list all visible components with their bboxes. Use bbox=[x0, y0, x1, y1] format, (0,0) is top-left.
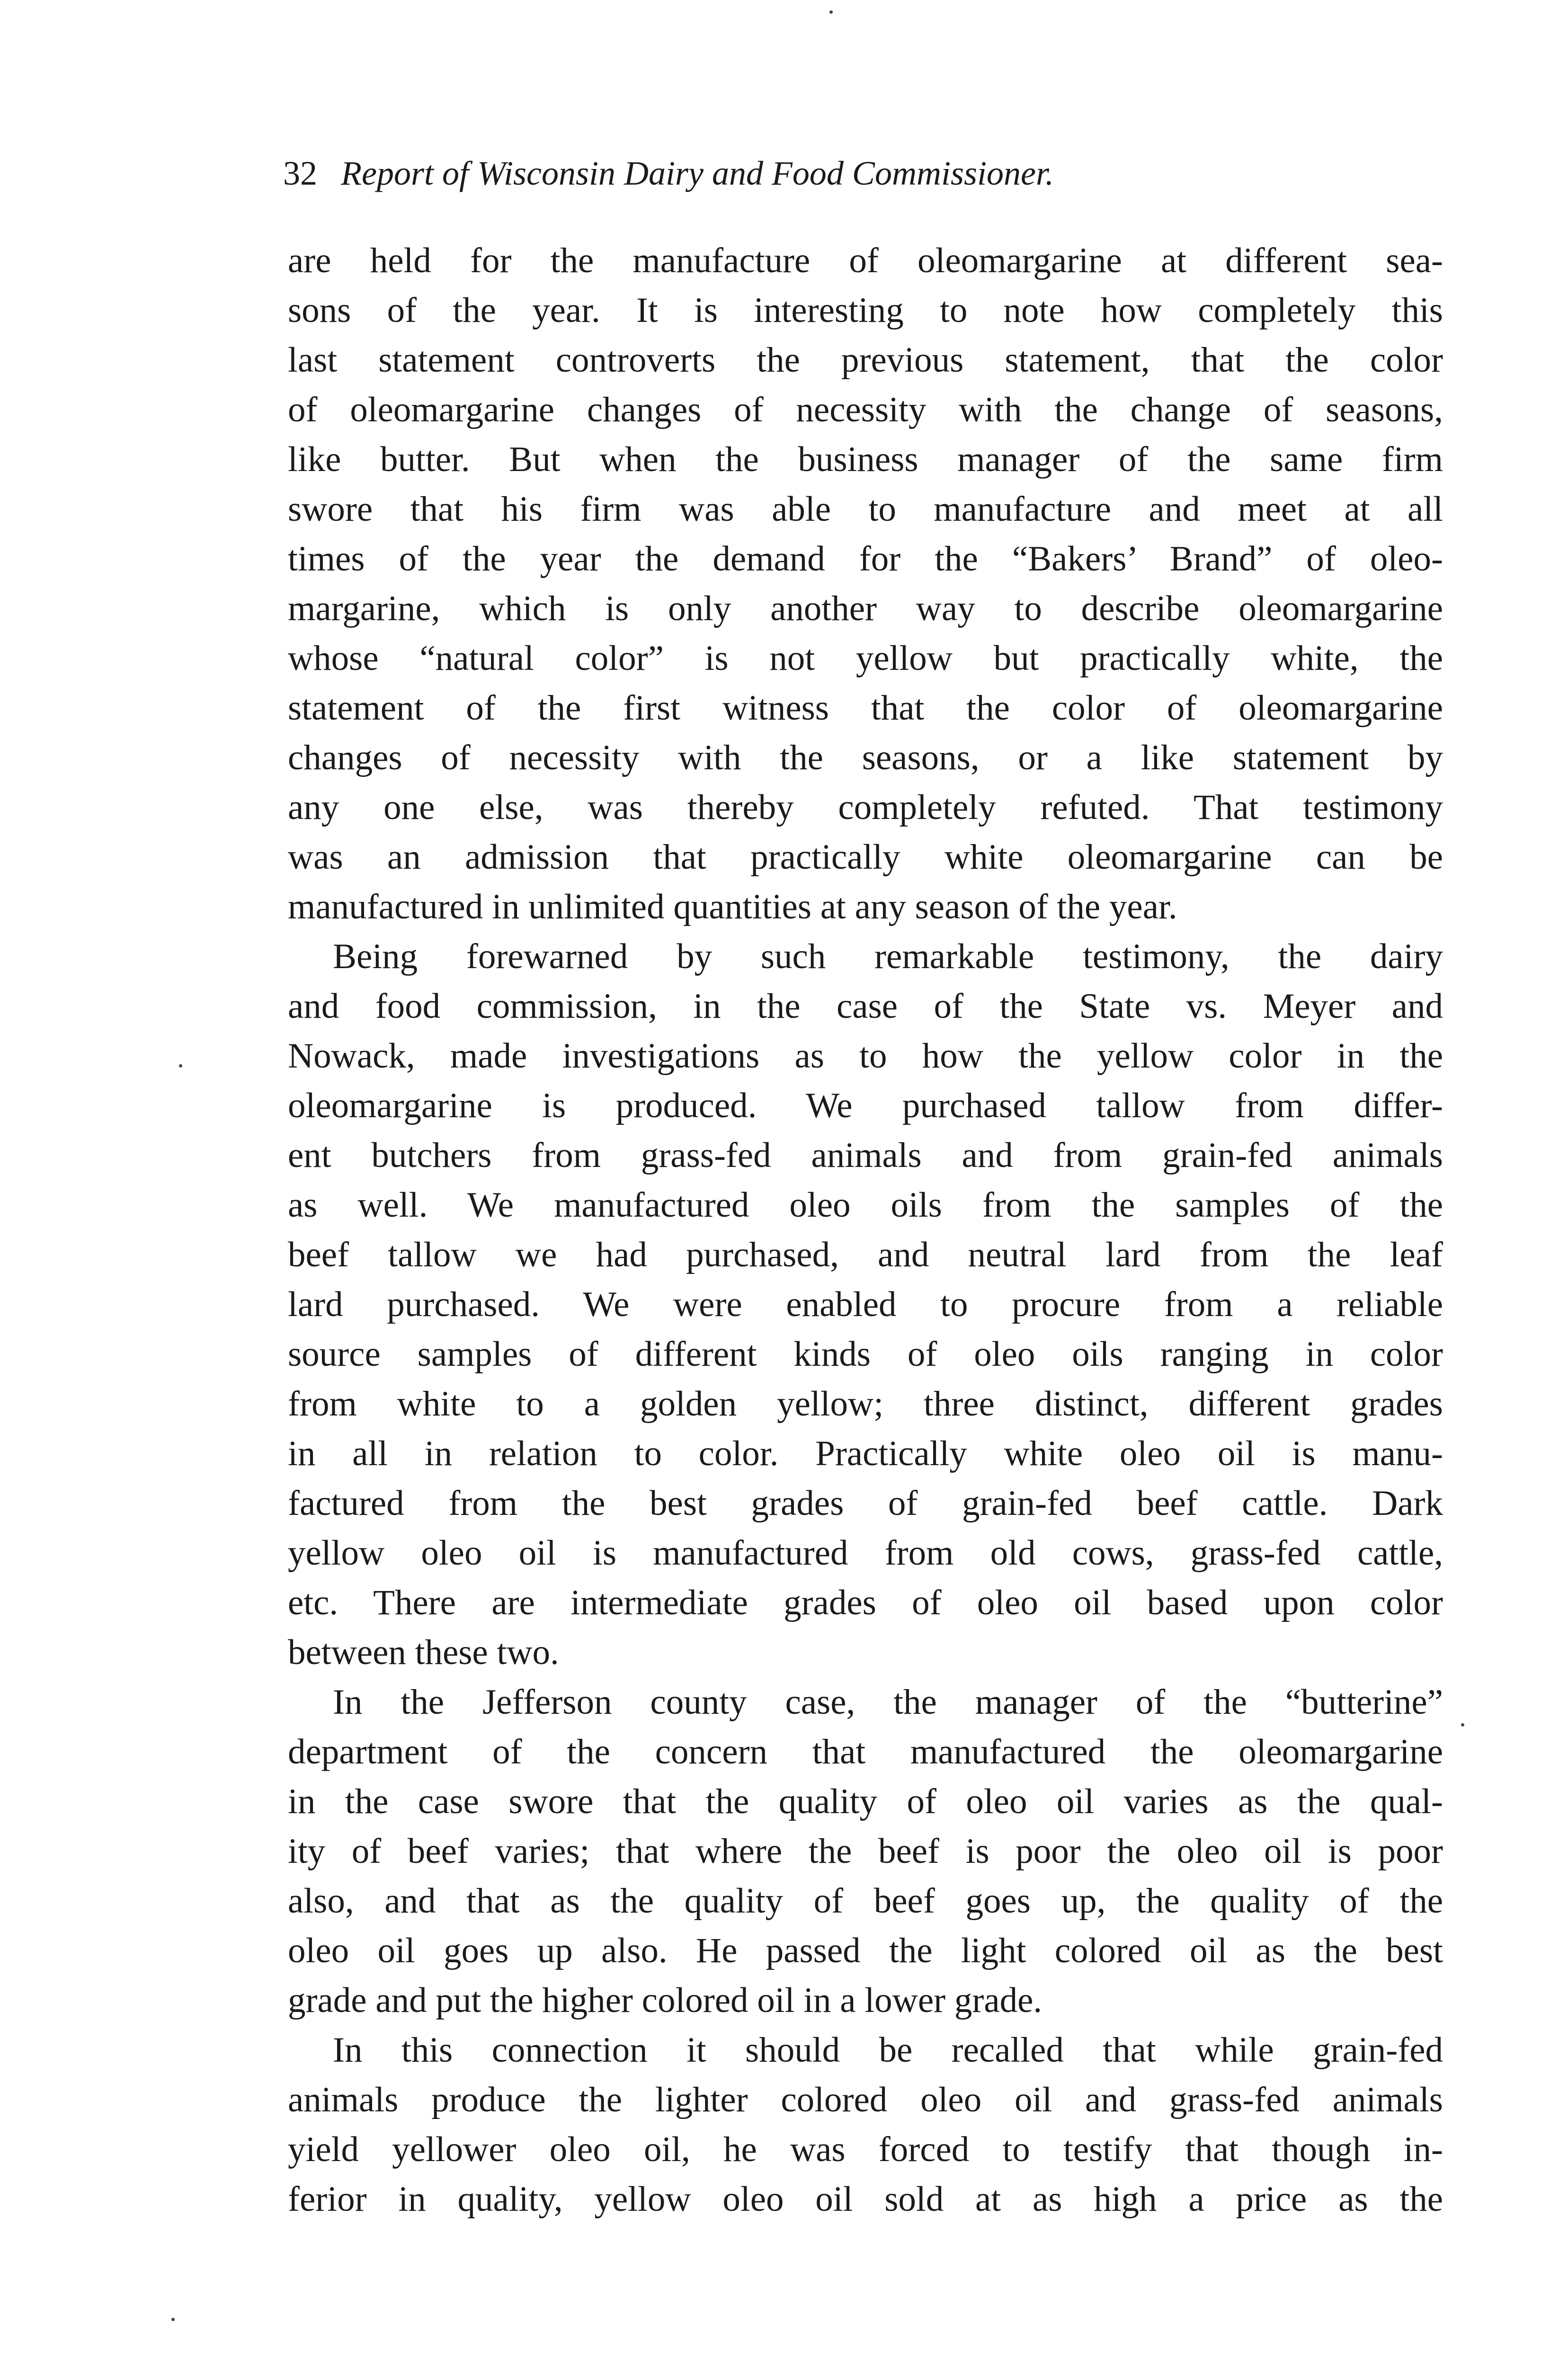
text-line: Being forewarned by such remarkable testimony, the dairy bbox=[333, 937, 1443, 976]
text-line: beef tallow we had purchased, and neutral lard from the leaf bbox=[288, 1235, 1443, 1274]
text-line: animals produce the lighter colored oleo oil and grass-fed animals bbox=[288, 2080, 1443, 2119]
text-line: changes of necessity with the seasons, or a like statement by bbox=[288, 738, 1443, 777]
text-line: are held for the manufacture of oleomargarine at different sea- bbox=[288, 241, 1443, 280]
scan-speck bbox=[829, 10, 833, 14]
text-line: statement of the first witness that the color of oleomargarine bbox=[288, 688, 1443, 728]
text-line: ent butchers from grass-fed animals and from grain-fed animals bbox=[288, 1136, 1443, 1175]
text-line: ferior in quality, yellow oleo oil sold at as high a price as the bbox=[288, 2180, 1443, 2219]
text-line: any one else, was thereby completely refuted. That testimony bbox=[288, 788, 1443, 827]
text-line: whose “natural color” is not yellow but practically white, the bbox=[288, 639, 1443, 678]
text-line: manufactured in unlimited quantities at any season of the year. bbox=[288, 887, 1177, 926]
text-line: lard purchased. We were enabled to procure from a reliable bbox=[288, 1285, 1443, 1324]
text-line: swore that his firm was able to manufacture and meet at all bbox=[288, 489, 1443, 529]
text-line: in all in relation to color. Practically white oleo oil is manu- bbox=[288, 1434, 1443, 1473]
running-title: Report of Wisconsin Dairy and Food Commissioner. bbox=[341, 154, 1054, 192]
text-line: and food commission, in the case of the State vs. Meyer and bbox=[288, 987, 1443, 1026]
text-line: oleomargarine is produced. We purchased tallow from differ- bbox=[288, 1086, 1443, 1125]
running-header bbox=[283, 151, 1495, 196]
text-line: ity of beef varies; that where the beef is poor the oleo oil is poor bbox=[288, 1832, 1443, 1871]
text-line: also, and that as the quality of beef goes up, the quality of the bbox=[288, 1881, 1443, 1921]
text-line: as well. We manufactured oleo oils from the samples of the bbox=[288, 1185, 1443, 1225]
text-line: margarine, which is only another way to describe oleomargarine bbox=[288, 589, 1443, 628]
body-text bbox=[288, 236, 1443, 2224]
scan-speck bbox=[179, 1064, 182, 1068]
text-line: last statement controverts the previous statement, that the color bbox=[288, 340, 1443, 380]
text-line: like butter. But when the business manager of the same firm bbox=[288, 440, 1443, 479]
scan-speck bbox=[1461, 1723, 1464, 1726]
paragraph bbox=[288, 1677, 1443, 2025]
paragraph bbox=[288, 236, 1443, 932]
text-line: in the case swore that the quality of oleo oil varies as the qual- bbox=[288, 1782, 1443, 1821]
text-line: department of the concern that manufactured the oleomargarine bbox=[288, 1732, 1443, 1771]
scan-speck bbox=[171, 2318, 175, 2321]
text-line: between these two. bbox=[288, 1633, 559, 1672]
text-line: oleo oil goes up also. He passed the light colored oil as the best bbox=[288, 1931, 1443, 1970]
text-line: was an admission that practically white oleomargarine can be bbox=[288, 837, 1443, 877]
text-line: times of the year the demand for the “Bakers’ Brand” of oleo- bbox=[288, 539, 1443, 578]
text-line: from white to a golden yellow; three distinct, different grades bbox=[288, 1384, 1443, 1424]
page-number: 32 bbox=[283, 154, 317, 192]
text-line: yellow oleo oil is manufactured from old cows, grass-fed cattle, bbox=[288, 1533, 1443, 1573]
text-line: grade and put the higher colored oil in a lower grade. bbox=[288, 1981, 1042, 2020]
text-line: Nowack, made investigations as to how the yellow color in the bbox=[288, 1036, 1443, 1076]
paragraph bbox=[288, 932, 1443, 1677]
text-line: In this connection it should be recalled that while grain-fed bbox=[333, 2030, 1443, 2070]
text-line: of oleomargarine changes of necessity with the change of seasons, bbox=[288, 390, 1443, 429]
text-line: source samples of different kinds of oleo oils ranging in color bbox=[288, 1335, 1443, 1374]
text-line: etc. There are intermediate grades of oleo oil based upon color bbox=[288, 1583, 1443, 1622]
text-line: factured from the best grades of grain-fed beef cattle. Dark bbox=[288, 1484, 1443, 1523]
text-line: yield yellower oleo oil, he was forced to testify that though in- bbox=[288, 2130, 1443, 2169]
text-line: In the Jefferson county case, the manager of the “butterine” bbox=[333, 1682, 1443, 1722]
paragraph bbox=[288, 2025, 1443, 2224]
text-line: sons of the year. It is interesting to note how completely this bbox=[288, 291, 1443, 330]
